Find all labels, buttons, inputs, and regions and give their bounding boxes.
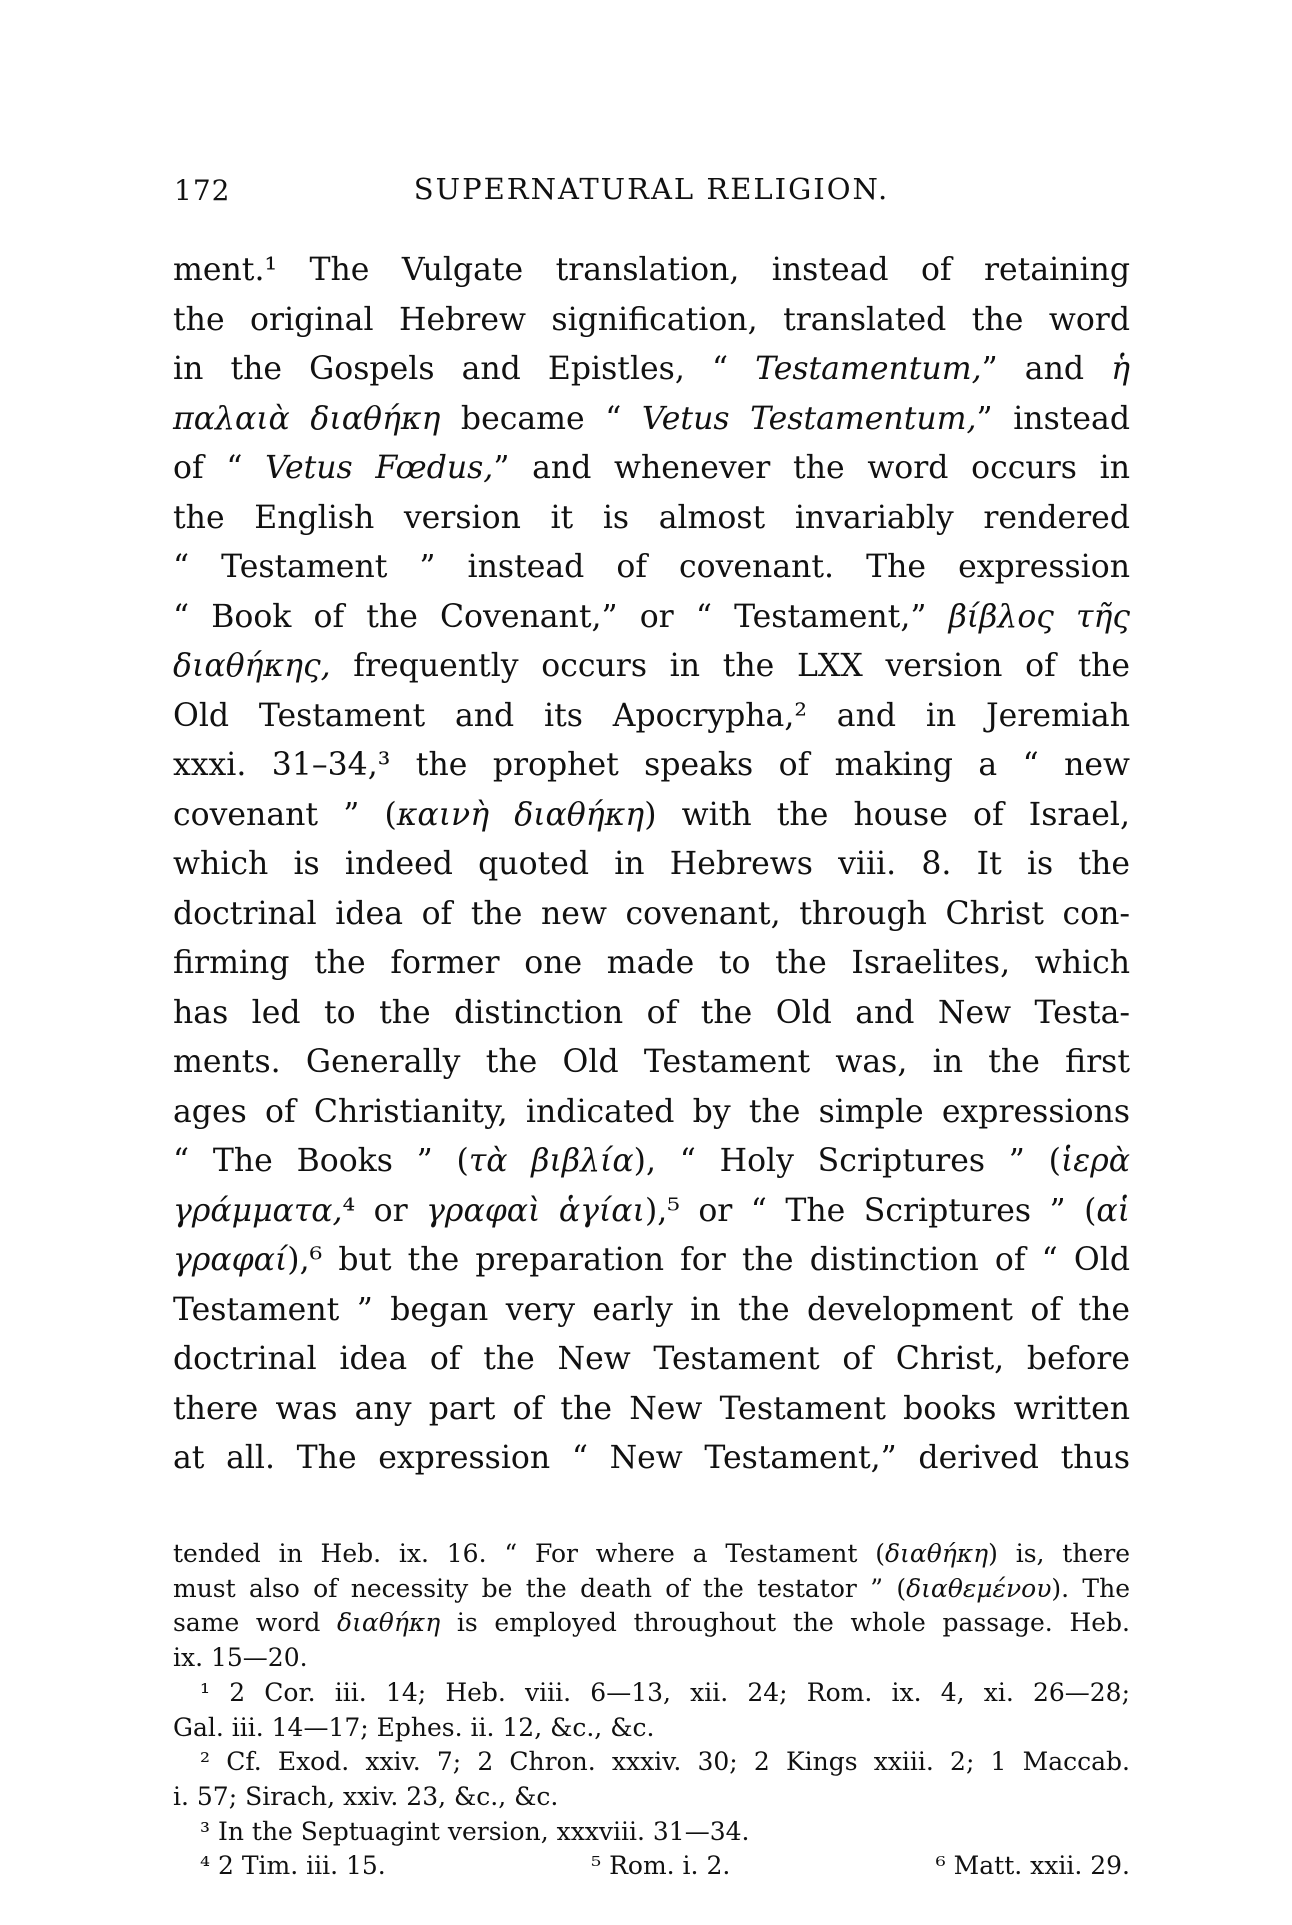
body-line: γράμματα,⁴ or γραφαὶ ἁγίαι),⁵ or “ The Scriptures ” (αἱ [173,1192,1130,1229]
footnote-line: ³ In the Septuagint version, xxxviii. 31—34. [200,1816,750,1846]
body-line: “ Testament ” instead of covenant. The expression [173,549,1130,585]
footnote-ref: ⁵ Rom. i. 2. [591,1851,731,1881]
body-line: which is indeed quoted in Hebrews viii. 8. It is the [173,846,1130,882]
body-line: has led to the distinction of the Old and New Testa- [173,994,1130,1031]
body-line: Testament ” began very early in the development of the [173,1291,1130,1328]
footnotes-block [173,1537,1130,1884]
footnote-line: ² Cf. Exod. xxiv. 7; 2 Chron. xxxiv. 30; 2 Kings xxiii. 2; 1 Maccab. [200,1747,1130,1777]
body-line: firming the former one made to the Israelites, which [173,945,1130,981]
body-line: of “ Vetus Fœdus,” and whenever the word occurs in [173,450,1130,486]
body-line: ments. Generally the Old Testament was, in the first [173,1044,1130,1080]
footnote-line [173,1849,1130,1884]
page-number: 172 [174,174,231,207]
body-line: at all. The expression “ New Testament,” derived thus [173,1440,1130,1476]
body-line: “ The Books ” (τὰ βιβλία), “ Holy Scriptures ” (ἱερὰ [173,1143,1130,1179]
running-header-title: SUPERNATURAL RELIGION. [413,172,890,206]
body-line: covenant ” (καινὴ διαθήκη) with the house of Israel, [173,796,1130,833]
body-line: the English version it is almost invariably rendered [173,499,1130,536]
running-header [173,170,1130,216]
body-line: in the Gospels and Epistles, “ Testamentum,” and ἡ [173,351,1130,387]
footnote-line: Gal. iii. 14—17; Ephes. ii. 12, &c., &c. [173,1712,655,1742]
body-line: “ Book of the Covenant,” or “ Testament,” βίβλος τῆς [173,598,1130,635]
main-text-block [173,246,1130,1484]
footnote-ref: ⁶ Matt. xxii. 29. [935,1851,1130,1881]
body-line: παλαιὰ διαθήκη became “ Vetus Testamentum,” instead [173,400,1130,437]
body-line: doctrinal idea of the new covenant, through Christ con- [173,895,1130,932]
body-line: xxxi. 31–34,³ the prophet speaks of making a “ new [173,747,1130,783]
body-line: the original Hebrew signification, translated the word [173,301,1130,338]
footnote-line: i. 57; Sirach, xxiv. 23, &c., &c. [173,1781,559,1811]
body-line: διαθήκης, frequently occurs in the LXX version of the [173,648,1130,684]
footnote-line: same word διαθήκη is employed throughout the whole passage. Heb. [173,1608,1130,1638]
footnote-line: tended in Heb. ix. 16. “ For where a Testament (διαθήκη) is, there [173,1539,1130,1568]
footnote-line: ¹ 2 Cor. iii. 14; Heb. viii. 6—13, xii. 24; Rom. ix. 4, xi. 26—28; [200,1677,1130,1707]
body-line: γραφαί),⁶ but the preparation for the distinction of “ Old [173,1242,1130,1278]
body-line: ment.¹ The Vulgate translation, instead of retaining [173,252,1130,288]
body-line: Old Testament and its Apocrypha,² and in Jeremiah [173,697,1130,734]
body-line: ages of Christianity, indicated by the simple expressions [173,1093,1130,1130]
footnote-line: ix. 15—20. [173,1643,308,1673]
footnote-ref: ⁴ 2 Tim. iii. 15. [200,1851,386,1881]
body-line: there was any part of the New Testament books written [173,1390,1130,1427]
footnote-line: must also of necessity be the death of the testator ” (διαθεμένου). The [173,1573,1131,1603]
body-line: doctrinal idea of the New Testament of Christ, before [173,1341,1130,1377]
